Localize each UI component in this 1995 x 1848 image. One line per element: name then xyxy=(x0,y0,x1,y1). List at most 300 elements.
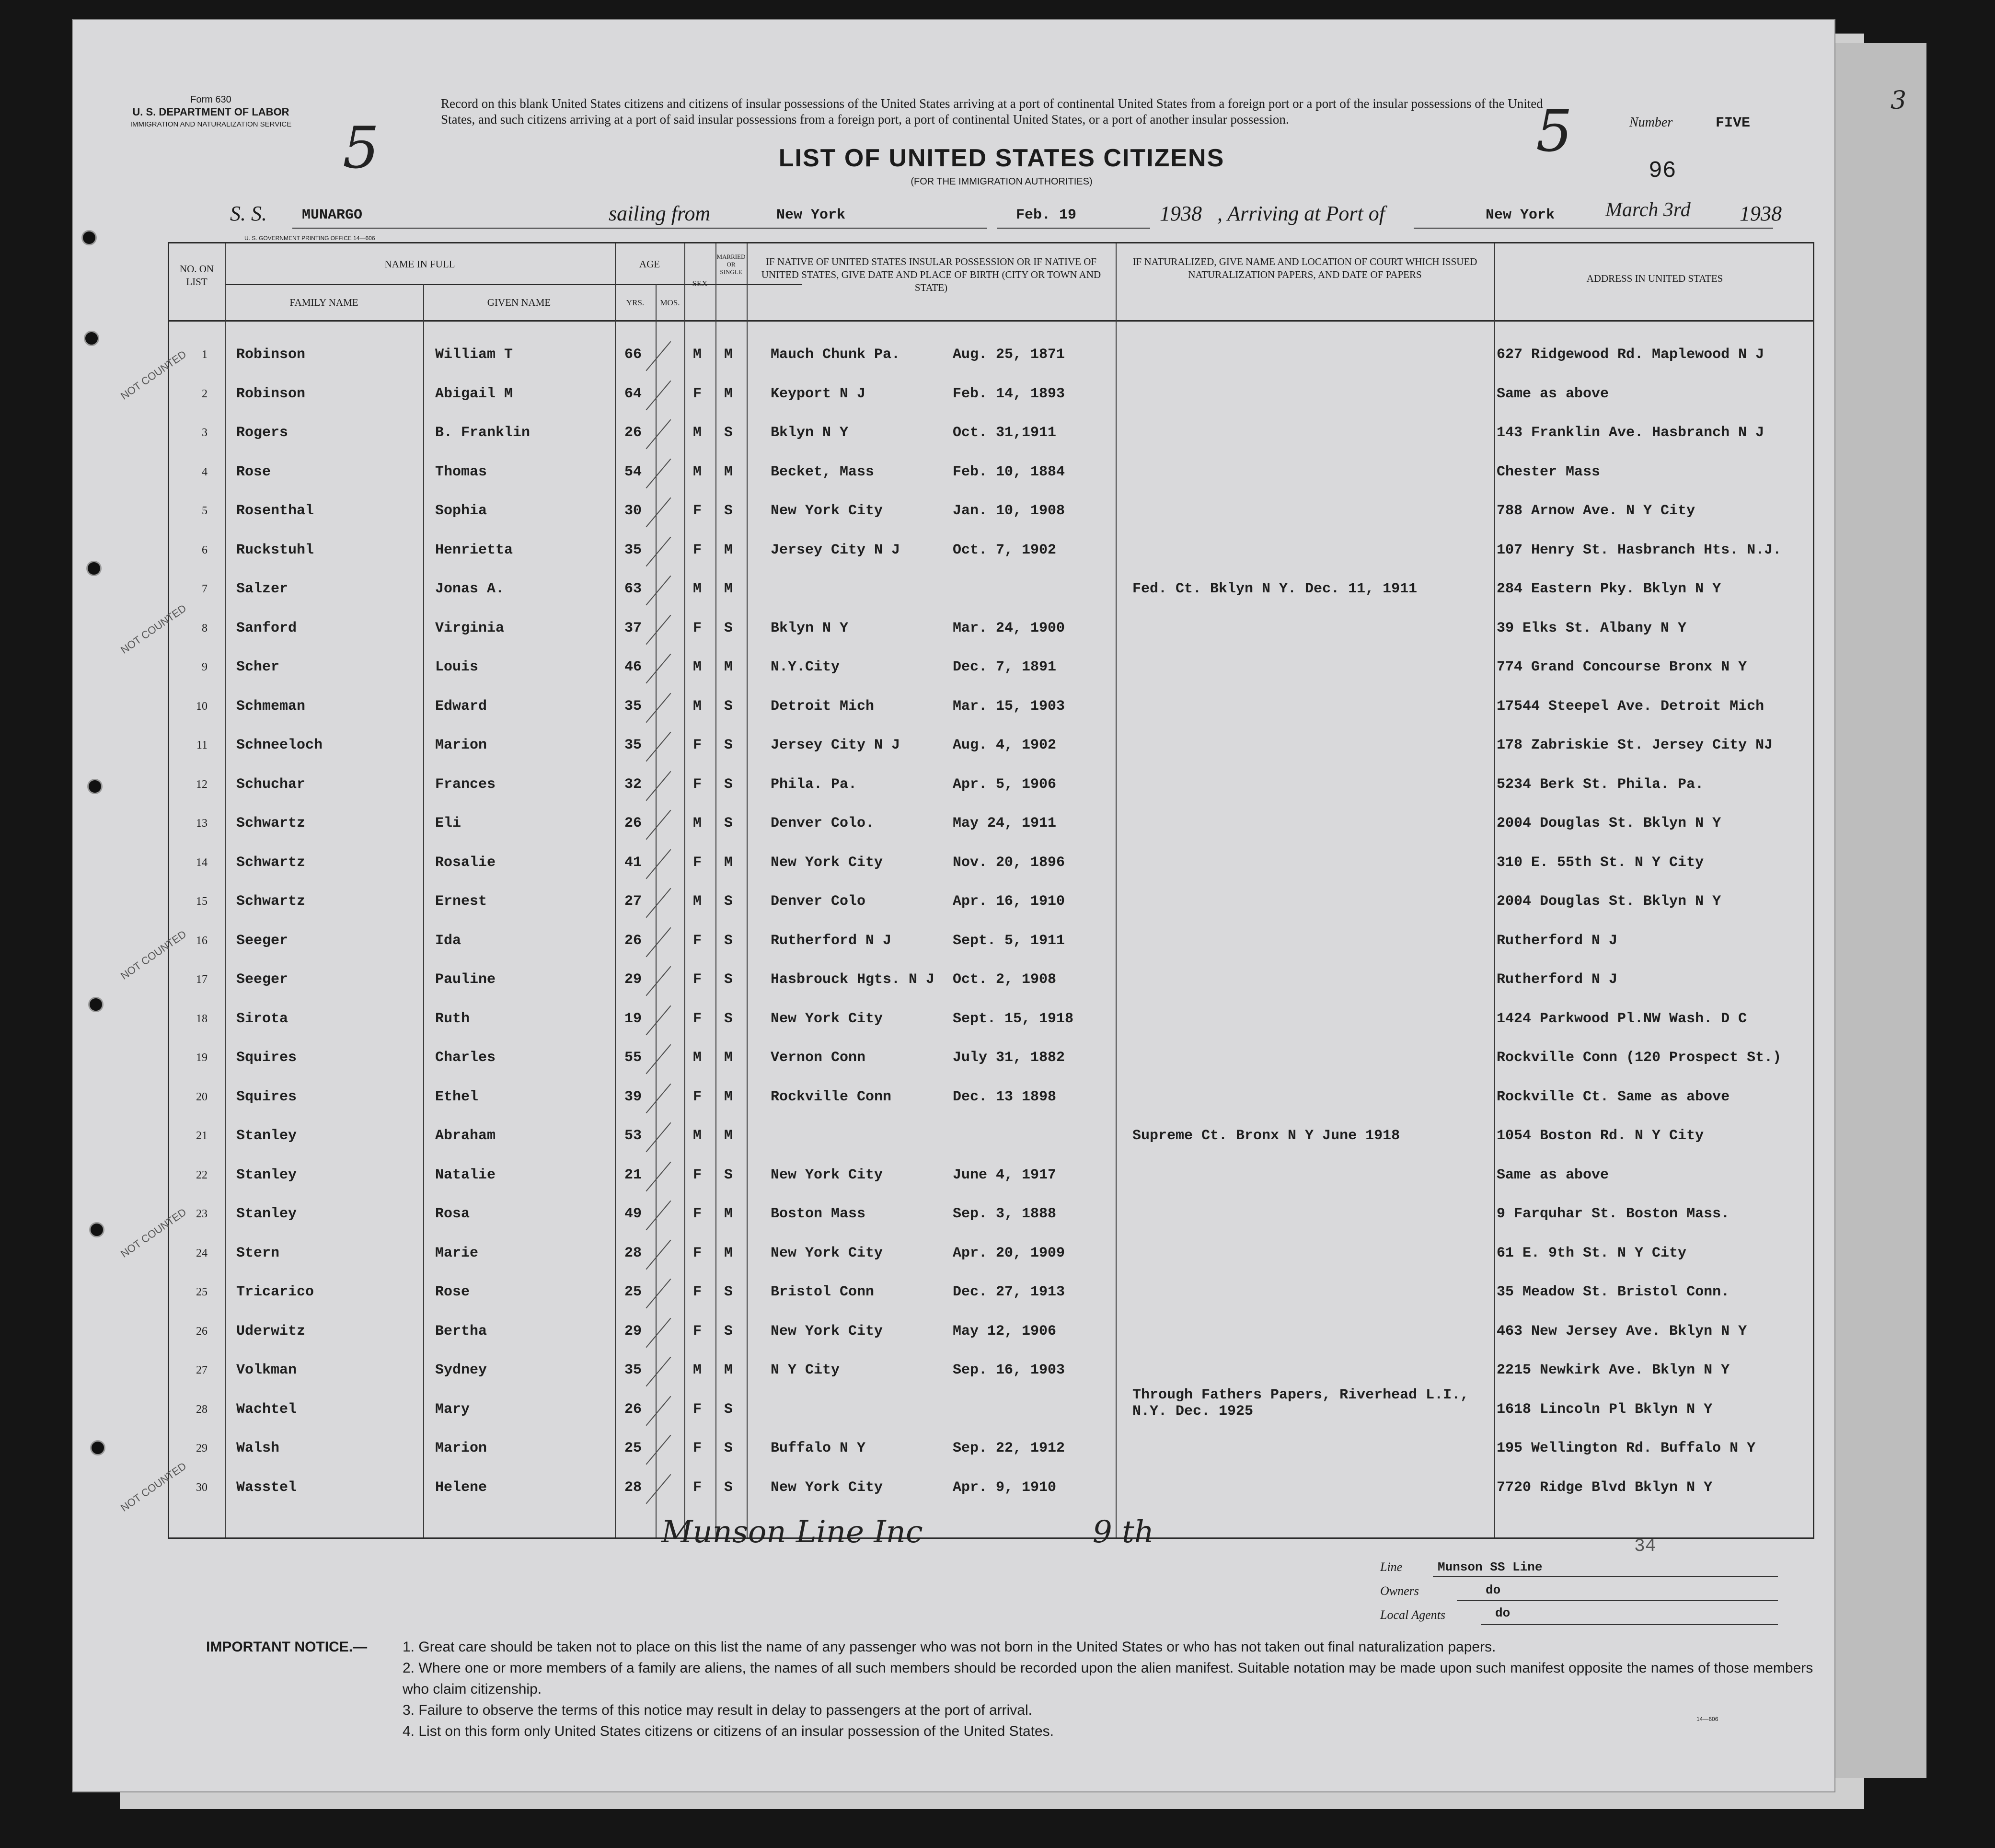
table-row xyxy=(169,728,1813,766)
us-address: Rockville Conn (120 Prospect St.) xyxy=(1497,1050,1782,1066)
family-name: Seeger xyxy=(236,932,288,949)
sex: M xyxy=(693,463,702,480)
sex: F xyxy=(693,1167,702,1183)
given-name: Natalie xyxy=(435,1167,496,1183)
given-name: Helene xyxy=(435,1479,487,1496)
given-name: Frances xyxy=(435,776,496,793)
row-number: 14 xyxy=(196,856,208,869)
family-name: Volkman xyxy=(236,1362,297,1378)
family-name: Schwartz xyxy=(236,815,306,832)
row-number: 30 xyxy=(196,1481,208,1494)
sex: F xyxy=(693,1206,702,1222)
birth-date: Dec. 27, 1913 xyxy=(953,1284,1065,1300)
birthplace: Denver Colo xyxy=(771,893,866,910)
row-number: 2 xyxy=(202,387,208,400)
document-subtitle: (FOR THE IMMIGRATION AUTHORITIES) xyxy=(911,176,1093,187)
handwritten-number-left: 5 xyxy=(343,115,380,182)
given-name: Mary xyxy=(435,1401,470,1418)
family-name: Schuchar xyxy=(236,776,306,793)
page-number: 96 xyxy=(1649,158,1676,184)
family-name: Wasstel xyxy=(236,1479,297,1496)
form-code: 14—606 xyxy=(1696,1716,1718,1722)
check-tick xyxy=(646,1239,671,1270)
table-row xyxy=(169,1196,1813,1235)
family-name: Squires xyxy=(236,1050,297,1066)
birthplace: Bklyn N Y xyxy=(771,620,849,636)
age-years: 46 xyxy=(624,659,642,675)
birthplace: New York City xyxy=(771,1010,883,1027)
given-name: Sophia xyxy=(435,503,487,519)
birth-date: Aug. 25, 1871 xyxy=(953,346,1065,363)
age-years: 26 xyxy=(624,815,642,832)
birthplace: Hasbrouck Hgts. N J xyxy=(771,971,935,988)
given-name: Marion xyxy=(435,1440,487,1456)
us-address: 7720 Ridge Blvd Bklyn N Y xyxy=(1497,1479,1713,1496)
birthplace: Detroit Mich xyxy=(771,698,875,715)
age-years: 30 xyxy=(624,503,642,519)
birth-date: Mar. 24, 1900 xyxy=(953,620,1065,636)
row-number: 10 xyxy=(196,700,208,713)
birthplace: New York City xyxy=(771,1323,883,1340)
family-name: Schwartz xyxy=(236,893,306,910)
sex: F xyxy=(693,1440,702,1456)
sex: M xyxy=(693,659,702,675)
family-name: Wachtel xyxy=(236,1401,297,1418)
table-row xyxy=(169,845,1813,883)
family-name: Uderwitz xyxy=(236,1323,306,1340)
check-tick xyxy=(646,771,671,801)
marital-status: M xyxy=(724,854,733,871)
given-name: Ernest xyxy=(435,893,487,910)
check-tick xyxy=(646,1122,671,1153)
notice-item: 4. List on this form only United States citizens or citizens of an insular possession of the United States. xyxy=(403,1723,1054,1739)
birthplace: Becket, Mass xyxy=(771,463,875,480)
age-years: 35 xyxy=(624,542,642,558)
us-address: 107 Henry St. Hasbranch Hts. N.J. xyxy=(1497,542,1782,558)
birth-date: Oct. 7, 1902 xyxy=(953,542,1057,558)
sex: M xyxy=(693,1362,702,1378)
naturalization-court: Through Fathers Papers, Riverhead L.I., N.Y. Dec. 1925 xyxy=(1132,1386,1469,1420)
given-name: Ida xyxy=(435,932,461,949)
check-tick xyxy=(646,497,671,528)
check-tick xyxy=(646,966,671,996)
birthplace: Vernon Conn xyxy=(771,1050,866,1066)
age-years: 64 xyxy=(624,385,642,402)
header-no-on-list: NO. ON LIST xyxy=(179,263,214,288)
check-tick xyxy=(646,693,671,723)
family-name: Tricarico xyxy=(236,1284,314,1300)
margin-stamp: NOT COUNTED xyxy=(118,348,189,402)
family-name: Walsh xyxy=(236,1440,280,1456)
sex: F xyxy=(693,1479,702,1496)
table-row xyxy=(169,767,1813,805)
given-name: Sydney xyxy=(435,1362,487,1378)
header-yrs: YRS. xyxy=(626,298,645,307)
marital-status: S xyxy=(724,776,733,793)
given-name: Bertha xyxy=(435,1323,487,1340)
family-name: Scher xyxy=(236,659,280,675)
birthplace: Rutherford N J xyxy=(771,932,892,949)
us-address: 284 Eastern Pky. Bklyn N Y xyxy=(1497,581,1721,597)
age-years: 35 xyxy=(624,737,642,753)
birthplace: N Y City xyxy=(771,1362,840,1378)
us-address: Chester Mass xyxy=(1497,463,1601,480)
notice-item: 2. Where one or more members of a family are aliens, the names of all such members should be recorded upon the alien manifest. Suitable notation may be made upon such manifest opposite the names of those members who claim citizenship. xyxy=(403,1660,1813,1697)
birth-date: Sep. 3, 1888 xyxy=(953,1206,1057,1222)
given-name: Eli xyxy=(435,815,461,832)
us-address: 1424 Parkwood Pl.NW Wash. D C xyxy=(1497,1010,1747,1027)
given-name: William T xyxy=(435,346,513,363)
check-tick xyxy=(646,732,671,762)
line-label: Line xyxy=(1380,1560,1403,1574)
family-name: Ruckstuhl xyxy=(236,542,314,558)
marital-status: M xyxy=(724,542,733,558)
table-row xyxy=(169,649,1813,688)
arriving-label: , Arriving at Port of xyxy=(1217,202,1385,225)
check-tick xyxy=(646,1357,671,1387)
header-married-or-single: MARRIED OR SINGLE xyxy=(716,253,746,276)
row-number: 8 xyxy=(202,622,208,635)
marital-status: S xyxy=(724,893,733,910)
birth-date: Sep. 22, 1912 xyxy=(953,1440,1065,1456)
family-name: Sirota xyxy=(236,1010,288,1027)
given-name: Edward xyxy=(435,698,487,715)
number-value: FIVE xyxy=(1716,115,1751,131)
row-number: 29 xyxy=(196,1442,208,1455)
age-years: 32 xyxy=(624,776,642,793)
given-name: Rosalie xyxy=(435,854,496,871)
check-tick xyxy=(646,380,671,410)
form-reference xyxy=(86,93,335,131)
birth-date: Sept. 15, 1918 xyxy=(953,1010,1074,1027)
sailing-from-label: sailing from xyxy=(609,202,711,225)
given-name: Jonas A. xyxy=(435,581,505,597)
given-name: Ethel xyxy=(435,1088,479,1105)
passenger-table xyxy=(168,242,1814,1539)
birth-date: Aug. 4, 1902 xyxy=(953,737,1057,753)
age-years: 35 xyxy=(624,698,642,715)
given-name: Abigail M xyxy=(435,385,513,402)
sex: M xyxy=(693,893,702,910)
given-name: Marie xyxy=(435,1245,479,1261)
age-years: 49 xyxy=(624,1206,642,1222)
department-name: U. S. DEPARTMENT OF LABOR xyxy=(132,106,289,118)
given-name: Abraham xyxy=(435,1128,496,1144)
marital-status: S xyxy=(724,1284,733,1300)
owners-label: Owners xyxy=(1380,1584,1419,1598)
us-address: 9 Farquhar St. Boston Mass. xyxy=(1497,1206,1730,1222)
record-instructions: Record on this blank United States citizens and citizens of insular possessions of the United States arriving at a port of continental United States from a foreign port or a port of the insular possessions of the United States, and such citizens arriving at a port of said insular possessions from a foreign port, a port of continental United States, or a port of another insular possession. xyxy=(441,96,1543,127)
check-tick xyxy=(646,927,671,957)
marital-status: S xyxy=(724,932,733,949)
row-number: 27 xyxy=(196,1364,208,1376)
check-tick xyxy=(646,1201,671,1231)
us-address: 788 Arnow Ave. N Y City xyxy=(1497,503,1695,519)
check-tick xyxy=(646,458,671,488)
birthplace: Mauch Chunk Pa. xyxy=(771,346,900,363)
marital-status: S xyxy=(724,698,733,715)
birth-date: Oct. 2, 1908 xyxy=(953,971,1057,988)
birth-date: Feb. 10, 1884 xyxy=(953,463,1065,480)
family-name: Rosenthal xyxy=(236,503,314,519)
row-number: 15 xyxy=(196,895,208,908)
us-address: 17544 Steepel Ave. Detroit Mich xyxy=(1497,698,1764,715)
header-name-in-full: NAME IN FULL xyxy=(384,258,455,270)
check-tick xyxy=(646,654,671,684)
check-tick xyxy=(646,536,671,566)
table-row xyxy=(169,1157,1813,1196)
sex: M xyxy=(693,698,702,715)
birth-date: Sept. 5, 1911 xyxy=(953,932,1065,949)
marital-status: M xyxy=(724,1088,733,1105)
family-name: Rogers xyxy=(236,425,288,441)
header-given-name: GIVEN NAME xyxy=(487,297,551,308)
table-row xyxy=(169,493,1813,531)
sex: F xyxy=(693,1088,702,1105)
row-number: 25 xyxy=(196,1286,208,1298)
marital-status: S xyxy=(724,1401,733,1418)
birth-date: May 12, 1906 xyxy=(953,1323,1057,1340)
marital-status: S xyxy=(724,815,733,832)
birthplace: Phila. Pa. xyxy=(771,776,857,793)
birthplace: Buffalo N Y xyxy=(771,1440,866,1456)
header-age: AGE xyxy=(639,258,660,270)
age-years: 28 xyxy=(624,1479,642,1496)
birth-date: Feb. 14, 1893 xyxy=(953,385,1065,402)
marital-status: M xyxy=(724,463,733,480)
marital-status: S xyxy=(724,1010,733,1027)
punch-hole xyxy=(87,779,103,794)
table-row xyxy=(169,1352,1813,1391)
us-address: 310 E. 55th St. N Y City xyxy=(1497,854,1704,871)
sex: M xyxy=(693,581,702,597)
marital-status: M xyxy=(724,659,733,675)
birthplace: N.Y.City xyxy=(771,659,840,675)
birth-date: Nov. 20, 1896 xyxy=(953,854,1065,871)
age-years: 25 xyxy=(624,1440,642,1456)
sailing-year: 1938 xyxy=(1160,202,1202,225)
birth-date: June 4, 1917 xyxy=(953,1167,1057,1183)
marital-status: M xyxy=(724,581,733,597)
us-address: 178 Zabriskie St. Jersey City NJ xyxy=(1497,737,1773,753)
notice-heading: IMPORTANT NOTICE.— xyxy=(206,1639,368,1655)
number-label: Number xyxy=(1629,115,1673,130)
age-years: 35 xyxy=(624,1362,642,1378)
row-number: 24 xyxy=(196,1247,208,1259)
marital-status: M xyxy=(724,1245,733,1261)
birth-date: Jan. 10, 1908 xyxy=(953,503,1065,519)
form-number: Form 630 xyxy=(190,94,231,105)
family-name: Robinson xyxy=(236,346,306,363)
arrival-year: 1938 xyxy=(1740,202,1782,225)
check-tick xyxy=(646,341,671,371)
sex: F xyxy=(693,1284,702,1300)
margin-stamp: NOT COUNTED xyxy=(118,928,189,982)
age-years: 39 xyxy=(624,1088,642,1105)
check-tick xyxy=(646,1396,671,1426)
marital-status: M xyxy=(724,1050,733,1066)
sex: F xyxy=(693,737,702,753)
age-years: 53 xyxy=(624,1128,642,1144)
given-name: Marion xyxy=(435,737,487,753)
check-tick xyxy=(646,1317,671,1348)
us-address: 463 New Jersey Ave. Bklyn N Y xyxy=(1497,1323,1747,1340)
table-row xyxy=(169,923,1813,961)
age-years: 41 xyxy=(624,854,642,871)
us-address: 195 Wellington Rd. Buffalo N Y xyxy=(1497,1440,1756,1456)
stamp-number: 34 xyxy=(1634,1536,1656,1557)
table-row xyxy=(169,1470,1813,1508)
punch-hole xyxy=(88,997,104,1012)
birthplace: New York City xyxy=(771,1479,883,1496)
family-name: Robinson xyxy=(236,385,306,402)
us-address: Rockville Ct. Same as above xyxy=(1497,1088,1730,1105)
row-number: 20 xyxy=(196,1090,208,1103)
sailing-date: Feb. 19 xyxy=(1016,207,1077,223)
family-name: Salzer xyxy=(236,581,288,597)
ss-label: S. S. xyxy=(230,202,267,225)
check-tick xyxy=(646,1005,671,1035)
row-number: 28 xyxy=(196,1403,208,1416)
birth-date: Oct. 31,1911 xyxy=(953,425,1057,441)
us-address: Rutherford N J xyxy=(1497,932,1618,949)
marital-status: S xyxy=(724,425,733,441)
us-address: 35 Meadow St. Bristol Conn. xyxy=(1497,1284,1730,1300)
sex: F xyxy=(693,854,702,871)
table-row xyxy=(169,532,1813,571)
check-tick xyxy=(646,1474,671,1504)
punch-hole xyxy=(81,230,97,245)
table-row xyxy=(169,806,1813,844)
us-address: 774 Grand Concourse Bronx N Y xyxy=(1497,659,1747,675)
sex: F xyxy=(693,1010,702,1027)
age-years: 21 xyxy=(624,1167,642,1183)
check-tick xyxy=(646,888,671,918)
row-number: 3 xyxy=(202,427,208,439)
row-number: 16 xyxy=(196,934,208,947)
check-tick xyxy=(646,419,671,450)
family-name: Stanley xyxy=(236,1167,297,1183)
printer-line: U. S. GOVERNMENT PRINTING OFFICE 14—606 xyxy=(244,235,375,242)
table-row xyxy=(169,1001,1813,1040)
us-address: 5234 Berk St. Phila. Pa. xyxy=(1497,776,1704,793)
row-number: 26 xyxy=(196,1325,208,1338)
marital-status: S xyxy=(724,1323,733,1340)
table-row xyxy=(169,1386,1813,1430)
given-name: Charles xyxy=(435,1050,496,1066)
row-number: 1 xyxy=(202,348,208,361)
age-years: 28 xyxy=(624,1245,642,1261)
birthplace: Bklyn N Y xyxy=(771,425,849,441)
marital-status: M xyxy=(724,346,733,363)
table-row xyxy=(169,884,1813,922)
us-address: Rutherford N J xyxy=(1497,971,1618,988)
table-row xyxy=(169,1236,1813,1274)
age-years: 26 xyxy=(624,932,642,949)
sex: F xyxy=(693,620,702,636)
us-address: Same as above xyxy=(1497,1167,1609,1183)
header-native-birth: IF NATIVE OF UNITED STATES INSULAR POSSESSION OR IF NATIVE OF UNITED STATES, GIVE DATE AND PLACE OF BIRTH (CITY OR TOWN AND STATE) xyxy=(761,256,1101,293)
row-number: 13 xyxy=(196,817,208,830)
us-address: 1054 Boston Rd. N Y City xyxy=(1497,1128,1704,1144)
birth-date: Apr. 9, 1910 xyxy=(953,1479,1057,1496)
naturalization-court: Fed. Ct. Bklyn N Y. Dec. 11, 1911 xyxy=(1132,581,1418,597)
arrival-date: March 3rd xyxy=(1605,199,1691,221)
age-years: 29 xyxy=(624,971,642,988)
sex: F xyxy=(693,1323,702,1340)
table-row xyxy=(169,454,1813,493)
naturalization-court: Supreme Ct. Bronx N Y June 1918 xyxy=(1132,1128,1400,1144)
marital-status: M xyxy=(724,385,733,402)
row-number: 23 xyxy=(196,1208,208,1220)
birthplace: New York City xyxy=(771,854,883,871)
us-address: 2004 Douglas St. Bklyn N Y xyxy=(1497,893,1721,910)
marital-status: M xyxy=(724,1362,733,1378)
check-tick xyxy=(646,849,671,879)
margin-stamp: NOT COUNTED xyxy=(118,1206,189,1260)
header-sex: SEX xyxy=(692,279,708,288)
sex: M xyxy=(693,1050,702,1066)
family-name: Stanley xyxy=(236,1128,297,1144)
marital-status: S xyxy=(724,620,733,636)
header-mos: MOS. xyxy=(660,298,680,307)
row-number: 12 xyxy=(196,778,208,791)
header-family-name: FAMILY NAME xyxy=(289,297,358,308)
row-number: 19 xyxy=(196,1051,208,1064)
given-name: Virginia xyxy=(435,620,505,636)
birth-date: July 31, 1882 xyxy=(953,1050,1065,1066)
birthplace: Rockville Conn xyxy=(771,1088,892,1105)
age-years: 37 xyxy=(624,620,642,636)
sex: F xyxy=(693,385,702,402)
birthplace: New York City xyxy=(771,503,883,519)
row-number: 21 xyxy=(196,1130,208,1142)
sex: M xyxy=(693,425,702,441)
row-number: 17 xyxy=(196,973,208,986)
birth-date: Dec. 7, 1891 xyxy=(953,659,1057,675)
table-row xyxy=(169,1274,1813,1313)
age-years: 26 xyxy=(624,1401,642,1418)
family-name: Stanley xyxy=(236,1206,297,1222)
sex: M xyxy=(693,815,702,832)
birthplace: New York City xyxy=(771,1167,883,1183)
page-edge xyxy=(1821,43,1926,1778)
agents-label: Local Agents xyxy=(1380,1608,1446,1622)
sex: F xyxy=(693,1401,702,1418)
row-number: 11 xyxy=(196,739,208,751)
punch-hole xyxy=(89,1222,104,1237)
notice-item: 1. Great care should be taken not to place on this list the name of any passenger who was not born in the United States or who has not taken out final naturalization papers. xyxy=(403,1639,1496,1655)
birthplace: Jersey City N J xyxy=(771,737,900,753)
table-row xyxy=(169,571,1813,610)
table-row xyxy=(169,1079,1813,1118)
given-name: Thomas xyxy=(435,463,487,480)
us-address: 143 Franklin Ave. Hasbranch N J xyxy=(1497,425,1764,441)
marital-status: M xyxy=(724,1128,733,1144)
row-number: 4 xyxy=(202,465,208,478)
age-years: 55 xyxy=(624,1050,642,1066)
sex: F xyxy=(693,503,702,519)
family-name: Rose xyxy=(236,463,271,480)
table-row xyxy=(169,1040,1813,1078)
line-value: Munson SS Line xyxy=(1438,1560,1543,1574)
birthplace: Bristol Conn xyxy=(771,1284,875,1300)
sex: F xyxy=(693,542,702,558)
family-name: Sanford xyxy=(236,620,297,636)
birthplace: Denver Colo. xyxy=(771,815,875,832)
table-row xyxy=(169,1314,1813,1352)
punch-hole xyxy=(90,1440,105,1455)
